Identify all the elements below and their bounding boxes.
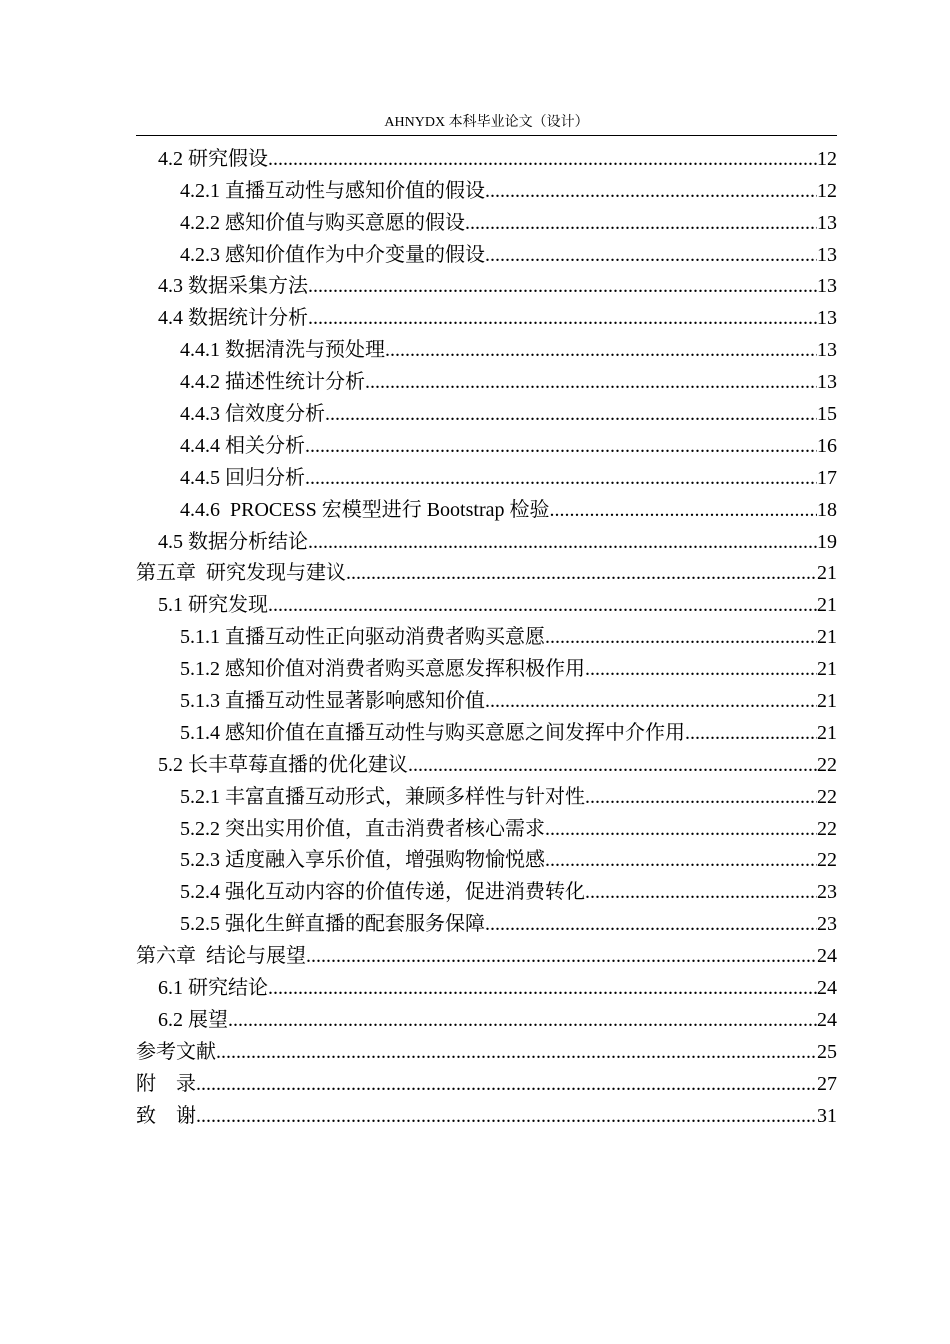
toc-dot-leader: [585, 656, 817, 682]
toc-entry-title: 5.2 长丰草莓直播的优化建议: [158, 753, 408, 776]
toc-entry-page-number: 18: [817, 498, 837, 521]
toc-entry-title: 第六章 结论与展望: [136, 945, 306, 968]
toc-entry[interactable]: [136, 873, 837, 905]
toc-entry-page-number: 15: [817, 403, 837, 426]
toc-entry-title: 6.1 研究结论: [158, 977, 268, 1000]
toc-entry[interactable]: [136, 937, 837, 969]
toc-entry-title: 4.4 数据统计分析: [158, 307, 308, 330]
toc-entry-title: 5.1.4 感知价值在直播互动性与购买意愿之间发挥中介作用: [180, 721, 685, 744]
toc-entry-title: 5.1.3 直播互动性显著影响感知价值: [180, 690, 485, 713]
toc-entry-page-number: 21: [817, 626, 837, 649]
header-text: AHNYDX 本科毕业论文（设计）: [384, 115, 589, 130]
toc-dot-leader: [385, 337, 817, 363]
toc-entry[interactable]: [136, 268, 837, 300]
toc-entry-title: 致 谢: [136, 1104, 196, 1127]
toc-dot-leader: [545, 816, 817, 842]
toc-dot-leader: [465, 210, 817, 236]
toc-entry-title: 参考文献: [136, 1040, 216, 1063]
toc-dot-leader: [485, 688, 817, 714]
toc-entry-title: 4.2.3 感知价值作为中介变量的假设: [180, 243, 485, 266]
toc-dot-leader: [196, 1103, 817, 1129]
toc-dot-leader: [485, 911, 817, 937]
toc-entry-page-number: 22: [817, 849, 837, 872]
toc-dot-leader: [585, 879, 817, 905]
toc-entry[interactable]: [136, 172, 837, 204]
toc-entry-page-number: 13: [817, 275, 837, 298]
toc-dot-leader: [268, 975, 817, 1001]
toc-entry[interactable]: [136, 682, 837, 714]
toc-entry-title: 第五章 研究发现与建议: [136, 562, 346, 585]
toc-entry-page-number: 17: [817, 466, 837, 489]
toc-dot-leader: [346, 560, 817, 586]
toc-dot-leader: [196, 1071, 817, 1097]
toc-entry[interactable]: [136, 427, 837, 459]
toc-entry-title: 5.2.3 适度融入享乐价值，增强购物愉悦感: [180, 849, 545, 872]
toc-dot-leader: [549, 497, 817, 523]
toc-entry-title: 4.2.2 感知价值与购买意愿的假设: [180, 211, 465, 234]
toc-dot-leader: [268, 146, 817, 172]
toc-entry[interactable]: [136, 331, 837, 363]
toc-entry-title: 4.4.3 信效度分析: [180, 403, 325, 426]
toc-entry-page-number: 21: [817, 690, 837, 713]
toc-entry[interactable]: [136, 842, 837, 874]
toc-entry[interactable]: [136, 459, 837, 491]
toc-entry-page-number: 19: [817, 530, 837, 553]
toc-entry-title: 5.1.1 直播互动性正向驱动消费者购买意愿: [180, 626, 545, 649]
toc-dot-leader: [585, 784, 817, 810]
toc-entry-title: 5.2.2 突出实用价值，直击消费者核心需求: [180, 817, 545, 840]
toc-entry-page-number: 24: [817, 945, 837, 968]
toc-entry-page-number: 24: [817, 977, 837, 1000]
toc-entry-title: 6.2 展望: [158, 1008, 228, 1031]
toc-entry-page-number: 21: [817, 658, 837, 681]
toc-entry-title: 4.2 研究假设: [158, 147, 268, 170]
toc-entry-page-number: 21: [817, 721, 837, 744]
toc-entry[interactable]: [136, 363, 837, 395]
table-of-contents: [136, 140, 837, 1129]
toc-entry[interactable]: [136, 778, 837, 810]
toc-entry-page-number: 22: [817, 785, 837, 808]
toc-entry-title: 4.2.1 直播互动性与感知价值的假设: [180, 179, 485, 202]
toc-dot-leader: [306, 943, 817, 969]
toc-entry-title: 5.2.4 强化互动内容的价值传递，促进消费转化: [180, 881, 585, 904]
toc-entry-page-number: 13: [817, 371, 837, 394]
toc-dot-leader: [325, 401, 817, 427]
toc-entry-title: 4.4.5 回归分析: [180, 466, 305, 489]
toc-entry-page-number: 13: [817, 243, 837, 266]
toc-entry-title: 4.3 数据采集方法: [158, 275, 308, 298]
toc-entry[interactable]: [136, 491, 837, 523]
toc-entry-page-number: 12: [817, 147, 837, 170]
toc-entry-page-number: 12: [817, 179, 837, 202]
toc-dot-leader: [685, 720, 817, 746]
toc-entry-page-number: 22: [817, 753, 837, 776]
toc-entry[interactable]: [136, 204, 837, 236]
toc-entry-page-number: 27: [817, 1072, 837, 1095]
toc-entry-title: 4.4.4 相关分析: [180, 434, 305, 457]
toc-entry[interactable]: [136, 905, 837, 937]
toc-entry-title: 5.2.1 丰富直播互动形式，兼顾多样性与针对性: [180, 785, 585, 808]
toc-entry-title: 附 录: [136, 1072, 196, 1095]
toc-entry[interactable]: [136, 555, 837, 587]
toc-dot-leader: [545, 847, 817, 873]
toc-entry-page-number: 31: [817, 1104, 837, 1127]
toc-entry-title: 5.1 研究发现: [158, 594, 268, 617]
toc-entry-page-number: 24: [817, 1008, 837, 1031]
toc-dot-leader: [365, 369, 817, 395]
toc-entry-title: 4.4.2 描述性统计分析: [180, 371, 365, 394]
toc-entry[interactable]: [136, 236, 837, 268]
page-header: [136, 114, 837, 136]
toc-dot-leader: [308, 273, 817, 299]
toc-entry[interactable]: [136, 140, 837, 172]
toc-dot-leader: [485, 242, 817, 268]
toc-dot-leader: [268, 592, 817, 618]
toc-dot-leader: [305, 465, 817, 491]
toc-entry-page-number: 13: [817, 339, 837, 362]
toc-dot-leader: [485, 178, 817, 204]
toc-entry-page-number: 23: [817, 881, 837, 904]
toc-entry-page-number: 25: [817, 1040, 837, 1063]
toc-entry[interactable]: [136, 1001, 837, 1033]
toc-entry-title: 4.4.6 PROCESS 宏模型进行 Bootstrap 检验: [180, 498, 550, 521]
toc-entry[interactable]: [136, 1065, 837, 1097]
toc-dot-leader: [408, 752, 817, 778]
toc-entry-title: 4.4.1 数据清洗与预处理: [180, 339, 385, 362]
toc-dot-leader: [228, 1007, 817, 1033]
toc-dot-leader: [216, 1039, 817, 1065]
toc-entry[interactable]: [136, 714, 837, 746]
toc-entry-page-number: 13: [817, 307, 837, 330]
toc-entry-title: 4.5 数据分析结论: [158, 530, 308, 553]
toc-dot-leader: [305, 433, 817, 459]
toc-entry[interactable]: [136, 746, 837, 778]
toc-entry[interactable]: [136, 1033, 837, 1065]
toc-dot-leader: [308, 305, 817, 331]
toc-entry[interactable]: [136, 299, 837, 331]
toc-entry[interactable]: [136, 618, 837, 650]
toc-entry[interactable]: [136, 969, 837, 1001]
toc-entry[interactable]: [136, 523, 837, 555]
toc-dot-leader: [308, 529, 817, 555]
toc-entry[interactable]: [136, 650, 837, 682]
toc-dot-leader: [545, 624, 817, 650]
toc-entry[interactable]: [136, 810, 837, 842]
toc-entry-page-number: 21: [817, 562, 837, 585]
toc-entry-page-number: 21: [817, 594, 837, 617]
toc-entry[interactable]: [136, 586, 837, 618]
toc-entry[interactable]: [136, 395, 837, 427]
toc-entry[interactable]: [136, 1097, 837, 1129]
toc-entry-page-number: 16: [817, 434, 837, 457]
toc-entry-page-number: 22: [817, 817, 837, 840]
toc-entry-title: 5.1.2 感知价值对消费者购买意愿发挥积极作用: [180, 658, 585, 681]
toc-entry-page-number: 23: [817, 913, 837, 936]
toc-entry-title: 5.2.5 强化生鲜直播的配套服务保障: [180, 913, 485, 936]
toc-entry-page-number: 13: [817, 211, 837, 234]
